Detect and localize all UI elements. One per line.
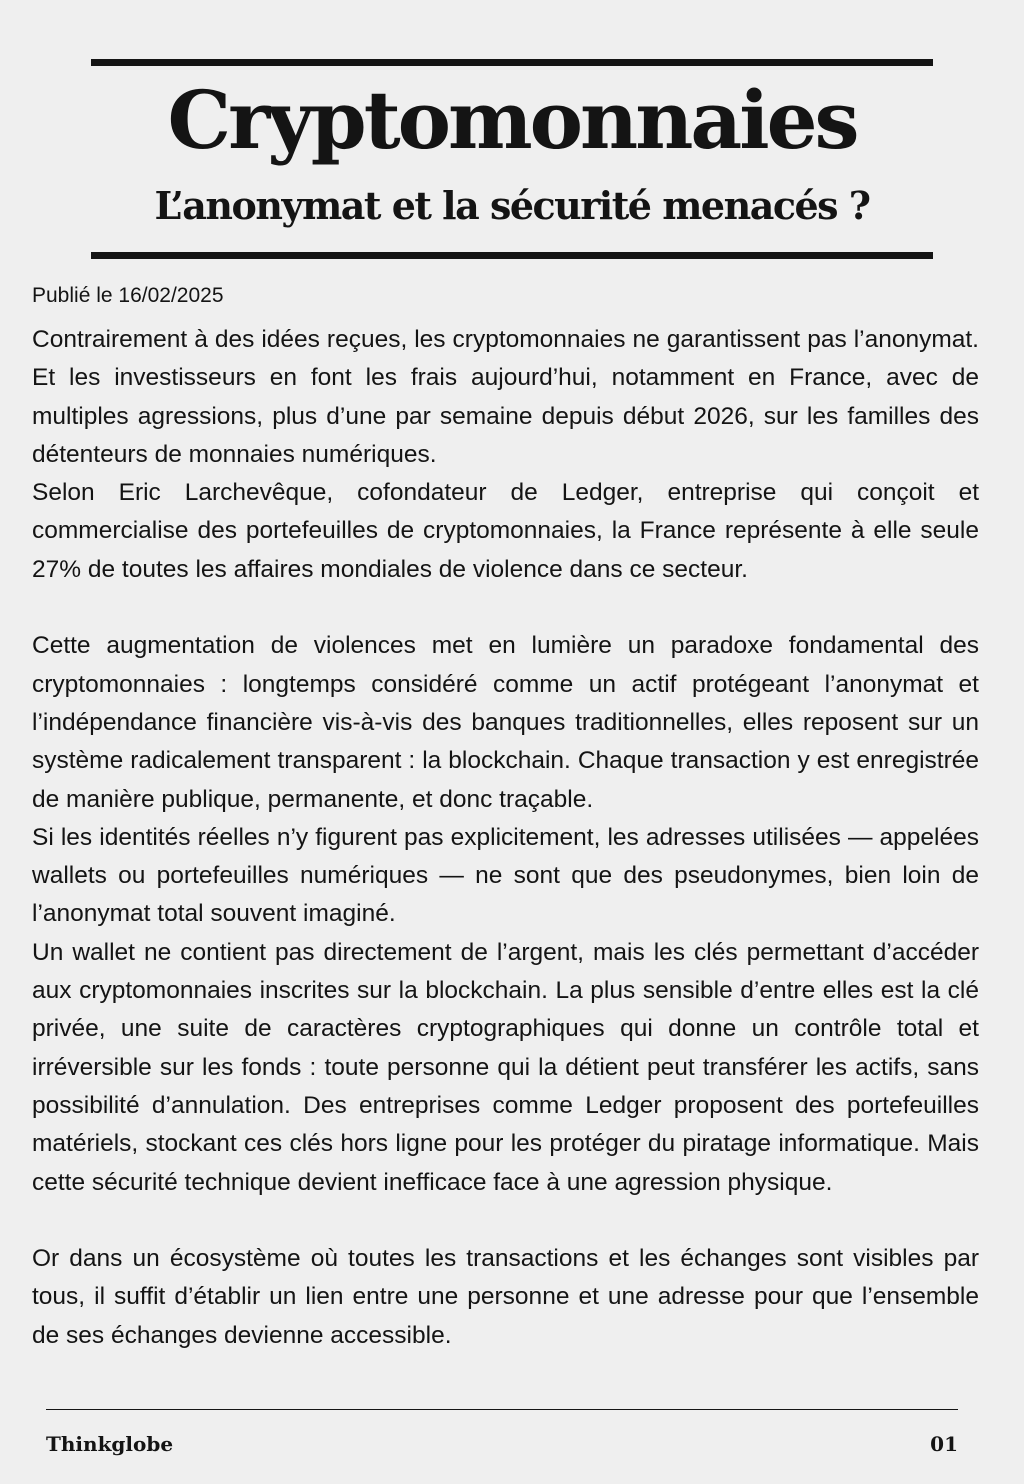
header-top-rule xyxy=(91,59,933,66)
publication-date: Publié le 16/02/2025 xyxy=(32,284,224,307)
header-bottom-rule xyxy=(91,252,933,259)
page-number: 01 xyxy=(930,1432,958,1456)
article-paragraph: Un wallet ne contient pas directement de l’argent, mais les clés permettant d’accéder aux cryptomonnaies inscrites sur la blockchain. La plus sensible d’entre elles est la clé privée, une suite de caractères cryptographiques qui donne un contrôle total et irréversible sur les fonds : toute personne qui la détient peut transférer les actifs, sans possibilité d’annulation. Des entreprises comme Ledger proposent des portefeuilles matériels, stockant ces clés hors ligne pour les protéger du piratage informatique. Mais cette sécurité technique devient inefficace face à une agression physique. xyxy=(32,938,979,1196)
article-paragraph: Selon Eric Larchevêque, cofondateur de Ledger, entreprise qui conçoit et commercialise des portefeuilles de cryptomonnaies, la France représente à elle seule 27% de toutes les affaires mondiales de violence dans ce secteur. xyxy=(32,479,979,583)
article-paragraph: Contrairement à des idées reçues, les cryptomonnaies ne garantissent pas l’anonymat. Et les investisseurs en font les frais aujourd’hui, notamment en France, avec de multiples agressions, plus d’une par semaine depuis début 2026, sur les familles des détenteurs de monnaies numériques. xyxy=(32,326,979,468)
footer-rule xyxy=(46,1409,958,1410)
article-paragraph: Cette augmentation de violences met en lumière un paradoxe fondamental des cryptomonnaies : longtemps considéré comme un actif protégeant l’anonymat et l’indépendance financière vis-à-vis des banques traditionnelles, elles reposent sur un système radicalement transparent : la blockchain. Chaque transaction y est enregistrée de manière publique, permanente, et donc traçable. xyxy=(32,632,979,813)
article-paragraph: Or dans un écosystème où toutes les transactions et les échanges sont visibles par tous, il suffit d’établir un lien entre une personne et une adresse pour que l’ensemble de ses échanges devienne accessible. xyxy=(32,1245,979,1349)
article-paragraph: Si les identités réelles n’y figurent pas explicitement, les adresses utilisées — appelées wallets ou portefeuilles numériques — ne sont que des pseudonymes, bien loin de l’anonymat total souvent imaginé. xyxy=(32,823,979,928)
article-title: Cryptomonnaies xyxy=(167,73,857,167)
footer-brand: Thinkglobe xyxy=(46,1432,174,1456)
article-body xyxy=(32,321,979,1355)
article-subtitle: L’anonymat et la sécurité menacés ? xyxy=(154,183,870,228)
